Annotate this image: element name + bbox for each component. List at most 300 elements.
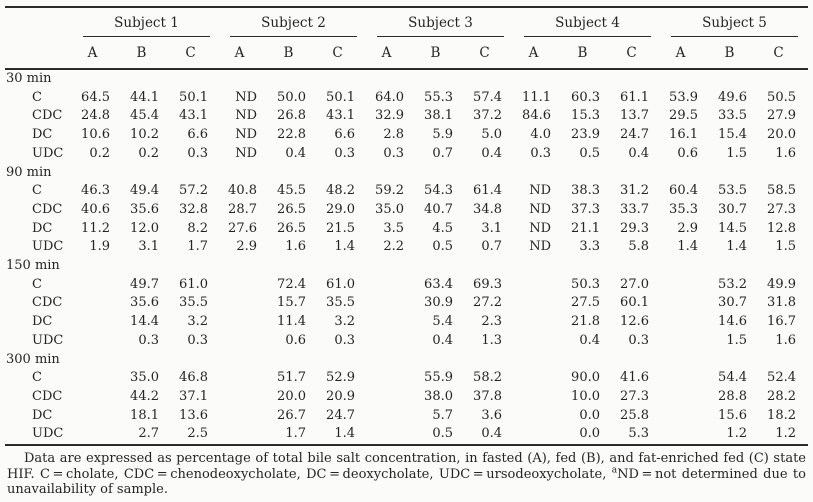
condition-header-row (5, 38, 808, 69)
condition-header: C (479, 45, 490, 61)
data-cell: 46.8 (179, 370, 208, 386)
data-cell: 16.7 (767, 314, 796, 330)
data-cell: 24.8 (81, 108, 110, 124)
subject-header (514, 7, 661, 38)
data-cell: 60.3 (571, 89, 600, 105)
data-cell (367, 425, 416, 445)
data-cell: 0.4 (432, 332, 453, 348)
data-cell: 18.2 (767, 407, 796, 423)
data-cell: 55.9 (424, 370, 453, 386)
data-cell (73, 425, 122, 445)
subject-label: Subject 1 (83, 15, 210, 37)
bile-salt-table (5, 6, 808, 446)
data-cell (661, 313, 710, 332)
condition-header: C (626, 45, 637, 61)
data-cell (367, 332, 416, 351)
data-cell: 0.0 (579, 426, 600, 442)
data-cell: 14.4 (130, 314, 159, 330)
data-cell: 5.4 (432, 314, 453, 330)
row-label: CDC (32, 295, 63, 311)
data-cell: 35.0 (375, 201, 404, 217)
data-row (5, 425, 808, 445)
data-cell (661, 294, 710, 313)
data-cell: 30.7 (718, 201, 747, 217)
data-cell: 0.4 (628, 145, 649, 161)
data-cell (73, 388, 122, 407)
data-cell: 15.3 (571, 108, 600, 124)
subject-label: Subject 5 (671, 15, 798, 37)
data-cell: 64.0 (375, 89, 404, 105)
data-cell: 0.7 (481, 239, 502, 255)
data-cell: 1.4 (726, 239, 747, 255)
data-cell: 38.3 (571, 183, 600, 199)
data-cell: 26.8 (277, 108, 306, 124)
data-cell: 44.1 (130, 89, 159, 105)
data-cell: 1.4 (334, 426, 355, 442)
data-cell (73, 276, 122, 295)
data-cell: 49.7 (130, 276, 159, 292)
condition-header: C (773, 45, 784, 61)
data-cell: 57.2 (179, 183, 208, 199)
data-cell: 11.1 (522, 89, 551, 105)
data-cell (73, 294, 122, 313)
data-cell: 10.6 (81, 127, 110, 143)
data-cell (367, 388, 416, 407)
data-cell (220, 369, 269, 388)
row-label: C (32, 276, 42, 292)
data-cell: 38.0 (424, 388, 453, 404)
data-row (5, 407, 808, 426)
data-cell: 10.0 (571, 388, 600, 404)
data-cell: ND (529, 220, 551, 236)
data-cell: ND (529, 183, 551, 199)
section-label: 30 min (6, 71, 52, 86)
data-cell: 1.6 (285, 239, 306, 255)
data-cell: 0.5 (579, 145, 600, 161)
data-cell: 0.6 (677, 145, 698, 161)
data-cell: 37.1 (179, 388, 208, 404)
data-cell: ND (235, 89, 257, 105)
data-cell (220, 425, 269, 445)
data-cell: 40.6 (81, 201, 110, 217)
data-cell: 51.7 (277, 370, 306, 386)
data-cell: 33.5 (718, 108, 747, 124)
data-cell: 52.9 (326, 370, 355, 386)
data-row (5, 89, 808, 108)
data-cell: 28.2 (767, 388, 796, 404)
data-cell: 21.1 (571, 220, 600, 236)
data-cell: 1.4 (677, 239, 698, 255)
data-cell: 0.4 (481, 426, 502, 442)
data-cell: 0.3 (187, 332, 208, 348)
condition-header: B (577, 45, 588, 61)
data-cell: 41.6 (620, 370, 649, 386)
data-cell: 59.2 (375, 183, 404, 199)
data-cell: 61.1 (620, 89, 649, 105)
table-head (5, 7, 808, 69)
data-cell: 0.3 (334, 145, 355, 161)
data-cell: 1.3 (481, 332, 502, 348)
data-cell: 37.3 (571, 201, 600, 217)
data-cell: 1.9 (89, 239, 110, 255)
data-cell: 0.3 (334, 332, 355, 348)
data-cell (73, 332, 122, 351)
data-cell (661, 425, 710, 445)
subject-header (73, 7, 220, 38)
condition-header: B (724, 45, 735, 61)
condition-header: A (528, 45, 539, 61)
data-cell: 54.3 (424, 183, 453, 199)
corner-cell (5, 7, 73, 38)
data-cell: 26.7 (277, 407, 306, 423)
data-cell: 5.8 (628, 239, 649, 255)
data-cell: 29.0 (326, 201, 355, 217)
data-cell: 40.7 (424, 201, 453, 217)
data-cell: 30.7 (718, 295, 747, 311)
data-cell: 3.2 (187, 314, 208, 330)
data-cell (661, 388, 710, 407)
subject-label: Subject 3 (377, 15, 504, 37)
condition-header: A (87, 45, 98, 61)
data-cell: 29.5 (669, 108, 698, 124)
data-cell: 0.5 (432, 239, 453, 255)
subject-header (661, 7, 808, 38)
data-cell: 58.2 (473, 370, 502, 386)
data-cell: 6.6 (334, 127, 355, 143)
data-cell: 25.8 (620, 407, 649, 423)
data-cell: 37.2 (473, 108, 502, 124)
data-cell: 0.3 (530, 145, 551, 161)
data-cell: 38.1 (424, 108, 453, 124)
data-cell: 50.5 (767, 89, 796, 105)
data-row (5, 332, 808, 351)
data-cell: 12.6 (620, 314, 649, 330)
data-cell: 1.6 (775, 145, 796, 161)
data-cell: 24.7 (620, 127, 649, 143)
data-cell: 33.7 (620, 201, 649, 217)
data-cell: 0.0 (579, 407, 600, 423)
data-cell: 2.2 (383, 239, 404, 255)
data-cell (220, 388, 269, 407)
data-cell: 72.4 (277, 276, 306, 292)
data-cell: 26.5 (277, 220, 306, 236)
data-cell: 2.3 (481, 314, 502, 330)
data-cell: 35.6 (130, 201, 159, 217)
data-cell: ND (235, 108, 257, 124)
row-label: DC (32, 127, 53, 143)
data-cell: 5.0 (481, 127, 502, 143)
data-cell (220, 407, 269, 426)
data-row (5, 182, 808, 201)
data-cell: 46.3 (81, 183, 110, 199)
data-cell (220, 294, 269, 313)
data-cell: 4.0 (530, 127, 551, 143)
table-body (5, 69, 808, 445)
footnote-text-2: ND = not determined due to unavailability of sample. (7, 466, 806, 498)
data-cell: 84.6 (522, 108, 551, 124)
data-cell: 44.2 (130, 388, 159, 404)
condition-header: B (430, 45, 441, 61)
data-cell: 27.5 (571, 295, 600, 311)
data-cell: 54.4 (718, 370, 747, 386)
data-cell: 0.3 (628, 332, 649, 348)
data-cell: 23.9 (571, 127, 600, 143)
data-cell (367, 294, 416, 313)
data-row (5, 126, 808, 145)
data-cell: 49.6 (718, 89, 747, 105)
data-cell: 21.5 (326, 220, 355, 236)
data-cell: 11.4 (277, 314, 306, 330)
data-cell (514, 276, 563, 295)
data-cell: 61.0 (179, 276, 208, 292)
data-cell: 15.6 (718, 407, 747, 423)
row-label: C (32, 183, 42, 199)
data-cell: 2.7 (138, 426, 159, 442)
data-cell: 0.2 (89, 145, 110, 161)
data-cell (661, 369, 710, 388)
row-label: DC (32, 220, 53, 236)
data-cell: 50.1 (179, 89, 208, 105)
data-cell: 1.4 (334, 239, 355, 255)
data-row (5, 220, 808, 239)
data-cell: 43.1 (326, 108, 355, 124)
subject-header (220, 7, 367, 38)
subject-header (367, 7, 514, 38)
data-cell (367, 369, 416, 388)
data-cell (514, 369, 563, 388)
corner-cell (5, 38, 73, 69)
data-cell (661, 276, 710, 295)
data-cell: 3.1 (481, 220, 502, 236)
data-cell: 20.0 (277, 388, 306, 404)
data-cell: 4.5 (432, 220, 453, 236)
data-cell: 0.5 (432, 426, 453, 442)
data-cell: 35.6 (130, 295, 159, 311)
data-cell: 13.6 (179, 407, 208, 423)
data-cell: 0.3 (383, 145, 404, 161)
table-footnote (7, 451, 806, 498)
data-cell: 1.5 (775, 239, 796, 255)
data-cell: 3.6 (481, 407, 502, 423)
data-cell (73, 369, 122, 388)
data-cell (220, 276, 269, 295)
data-cell: 61.0 (326, 276, 355, 292)
data-cell: 12.0 (130, 220, 159, 236)
data-cell: 28.8 (718, 388, 747, 404)
data-cell: 27.2 (473, 295, 502, 311)
condition-header: A (675, 45, 686, 61)
data-row (5, 107, 808, 126)
data-cell: 27.6 (228, 220, 257, 236)
section-label: 90 min (6, 164, 52, 180)
data-cell: 1.5 (726, 332, 747, 348)
data-cell: 0.6 (285, 332, 306, 348)
data-row (5, 238, 808, 257)
data-cell (367, 276, 416, 295)
data-cell: 34.8 (473, 201, 502, 217)
data-cell: 55.3 (424, 89, 453, 105)
condition-header: C (185, 45, 196, 61)
row-label: UDC (32, 426, 64, 442)
data-cell: 2.9 (677, 220, 698, 236)
condition-header: A (234, 45, 245, 61)
data-cell: 1.6 (775, 332, 796, 348)
data-cell: 12.8 (767, 220, 796, 236)
data-cell: 30.9 (424, 295, 453, 311)
data-cell: 35.3 (669, 201, 698, 217)
data-cell: 24.7 (326, 407, 355, 423)
data-cell: 16.1 (669, 127, 698, 143)
data-cell: ND (529, 201, 551, 217)
data-cell: 5.3 (628, 426, 649, 442)
data-cell: ND (529, 239, 551, 255)
data-cell (514, 407, 563, 426)
subject-label: Subject 4 (524, 15, 651, 37)
row-label: CDC (32, 201, 63, 217)
data-cell: 50.1 (326, 89, 355, 105)
data-cell: 5.7 (432, 407, 453, 423)
condition-header: B (283, 45, 294, 61)
data-cell: 0.4 (579, 332, 600, 348)
data-row (5, 201, 808, 220)
data-cell: 60.4 (669, 183, 698, 199)
data-cell: 15.7 (277, 295, 306, 311)
data-cell (367, 313, 416, 332)
data-row (5, 145, 808, 164)
data-cell: 69.3 (473, 276, 502, 292)
subject-header-row (5, 7, 808, 38)
data-cell (220, 332, 269, 351)
data-cell: 32.8 (179, 201, 208, 217)
data-cell: 58.5 (767, 183, 796, 199)
condition-header: B (136, 45, 147, 61)
condition-header: C (332, 45, 343, 61)
condition-header: A (381, 45, 392, 61)
data-cell: 2.8 (383, 127, 404, 143)
data-cell: ND (235, 127, 257, 143)
data-cell: 1.5 (726, 145, 747, 161)
data-cell: 53.5 (718, 183, 747, 199)
data-cell: 1.2 (726, 426, 747, 442)
row-label: CDC (32, 108, 63, 124)
data-cell: 1.7 (285, 426, 306, 442)
data-cell: 52.4 (767, 370, 796, 386)
row-label: CDC (32, 388, 63, 404)
data-cell: 53.2 (718, 276, 747, 292)
data-cell: 57.4 (473, 89, 502, 105)
data-cell: 0.2 (138, 145, 159, 161)
section-label: 300 min (6, 351, 60, 367)
data-row (5, 369, 808, 388)
data-cell: 50.0 (277, 89, 306, 105)
data-cell (73, 407, 122, 426)
data-cell (661, 407, 710, 426)
data-cell: 32.9 (375, 108, 404, 124)
data-cell: 53.9 (669, 89, 698, 105)
row-label: UDC (32, 239, 64, 255)
section-row (5, 351, 808, 370)
data-cell: 2.5 (187, 426, 208, 442)
data-row (5, 388, 808, 407)
row-label: C (32, 89, 42, 105)
data-cell (514, 313, 563, 332)
data-cell: 3.3 (579, 239, 600, 255)
data-cell: 3.2 (334, 314, 355, 330)
data-cell: 8.2 (187, 220, 208, 236)
row-label: C (32, 370, 42, 386)
data-row (5, 294, 808, 313)
data-cell: 37.8 (473, 388, 502, 404)
row-label: DC (32, 314, 53, 330)
data-cell: 45.5 (277, 183, 306, 199)
footnote-text-1: Data are expressed as percentage of total bile salt concentration, in fasted (A), fed (B), and fat-enriched fed (C) state HIF. C = cholate, CDC = chenodeoxycholate, DC = deoxycholate, UDC = ursodeoxycholate, (7, 451, 806, 482)
data-cell: 3.5 (383, 220, 404, 236)
data-cell: 50.3 (571, 276, 600, 292)
data-cell: 1.2 (775, 426, 796, 442)
data-cell (514, 294, 563, 313)
data-cell: 1.7 (187, 239, 208, 255)
data-cell: 14.5 (718, 220, 747, 236)
data-cell: ND (235, 145, 257, 161)
data-cell: 64.5 (81, 89, 110, 105)
data-row (5, 313, 808, 332)
section-row (5, 257, 808, 276)
data-cell: 0.7 (432, 145, 453, 161)
data-cell (73, 313, 122, 332)
data-cell: 18.1 (130, 407, 159, 423)
data-cell: 31.2 (620, 183, 649, 199)
data-cell: 48.2 (326, 183, 355, 199)
data-cell: 49.4 (130, 183, 159, 199)
data-cell: 3.1 (138, 239, 159, 255)
row-label: DC (32, 407, 53, 423)
data-row (5, 276, 808, 295)
data-cell: 60.1 (620, 295, 649, 311)
data-cell (514, 332, 563, 351)
data-cell: 45.4 (130, 108, 159, 124)
data-cell: 61.4 (473, 183, 502, 199)
data-cell (514, 388, 563, 407)
data-cell: 35.5 (326, 295, 355, 311)
data-cell (220, 313, 269, 332)
data-cell: 27.3 (620, 388, 649, 404)
data-cell: 15.4 (718, 127, 747, 143)
data-cell: 35.5 (179, 295, 208, 311)
data-cell (514, 425, 563, 445)
data-cell: 40.8 (228, 183, 257, 199)
data-cell: 27.0 (620, 276, 649, 292)
data-cell: 20.0 (767, 127, 796, 143)
data-cell: 13.7 (620, 108, 649, 124)
data-cell (367, 407, 416, 426)
row-label: UDC (32, 332, 64, 348)
data-cell: 31.8 (767, 295, 796, 311)
nd-footnote-superscript: a (611, 465, 618, 476)
subject-label: Subject 2 (230, 15, 357, 37)
data-cell: 90.0 (571, 370, 600, 386)
data-cell: 20.9 (326, 388, 355, 404)
data-cell: 49.9 (767, 276, 796, 292)
data-cell: 28.7 (228, 201, 257, 217)
data-cell: 0.3 (138, 332, 159, 348)
data-cell: 10.2 (130, 127, 159, 143)
data-cell: 27.9 (767, 108, 796, 124)
row-label: UDC (32, 145, 64, 161)
data-cell: 35.0 (130, 370, 159, 386)
section-row (5, 69, 808, 89)
data-cell: 0.4 (481, 145, 502, 161)
data-cell: 5.9 (432, 127, 453, 143)
